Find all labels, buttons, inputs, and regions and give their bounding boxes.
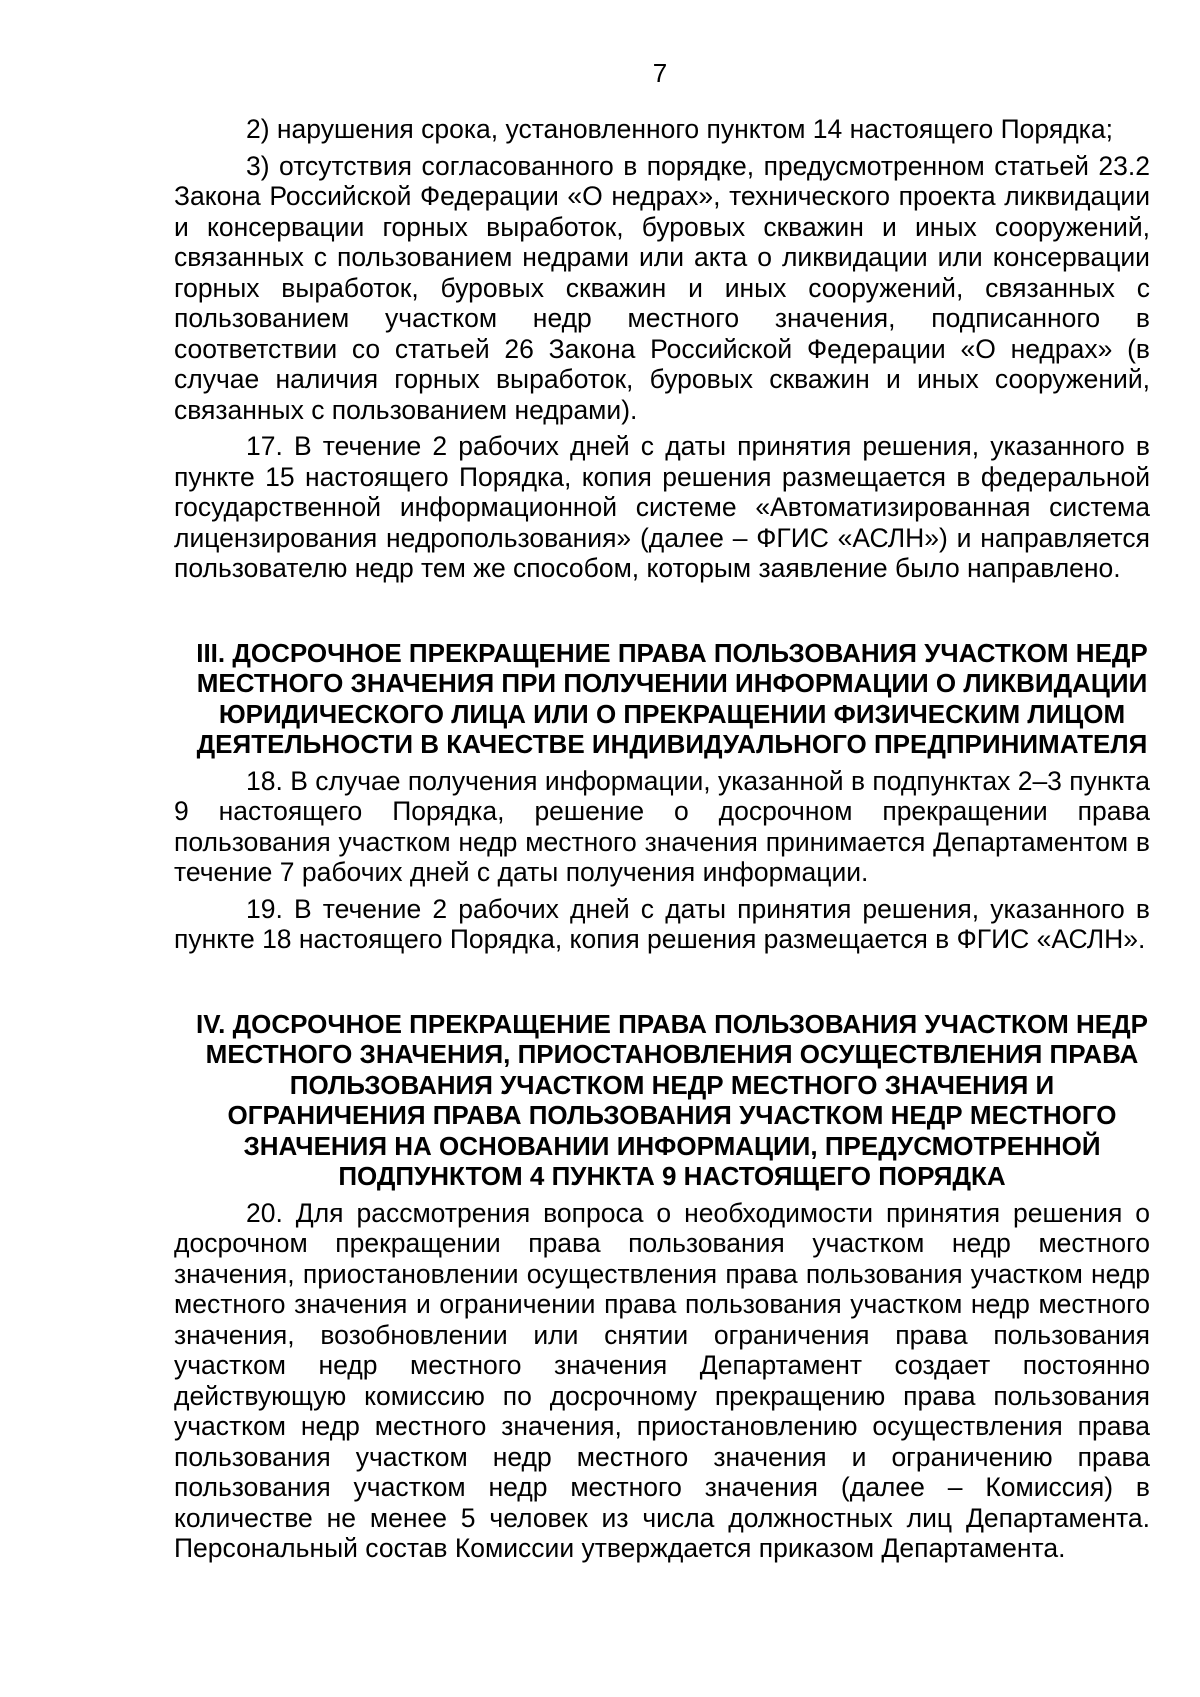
page-number: 7 — [652, 58, 668, 88]
paragraph-19: 19. В течение 2 рабочих дней с даты принятия решения, указанного в пункте 18 настоящего Порядка, копия решения размещается в ФГИС «АСЛН». — [174, 893, 1150, 954]
paragraph-item-2: 2) нарушения срока, установленного пунктом 14 настоящего Порядка; — [246, 114, 1113, 144]
section-heading-iii: III. ДОСРОЧНОЕ ПРЕКРАЩЕНИЕ ПРАВА ПОЛЬЗОВАНИЯ УЧАСТКОМ НЕДР МЕСТНОГО ЗНАЧЕНИЯ ПРИ ПОЛУЧЕНИИ ИНФОРМАЦИИ О ЛИКВИДАЦИИ ЮРИДИЧЕСКОГО ЛИЦА ИЛИ О ПРЕКРАЩЕНИИ ФИЗИЧЕСКИМ ЛИЦОМ ДЕЯТЕЛЬНОСТИ В КАЧЕСТВЕ ИНДИВИДУАЛЬНОГО ПРЕДПРИНИМАТЕЛЯ — [196, 637, 1148, 759]
paragraph-17: 17. В течение 2 рабочих дней с даты принятия решения, указанного в пункте 15 настоящего Порядка, копия решения размещается в федеральной государственной информационной системе «Автоматизированная система лицензирования недропользования» (далее – ФГИС «АСЛН») и направляется пользователю недр тем же способом, которым заявление было направлено. — [174, 431, 1150, 583]
paragraph-20: 20. Для рассмотрения вопроса о необходимости принятия решения о досрочном прекращении права пользования участком недр местного значения, приостановлении осуществления права пользования участком недр местного значения и ограничении права пользования участком недр местного значения, возобновлении или снятии ограничения права пользования участком недр местного значения Департамент создает постоянно действующую комиссию по досрочному прекращению права пользования участком недр местного значения, приостановлению осуществления права пользования участком недр местного значения и ограничению права пользования участком недр местного значения (далее – Комиссия) в количестве не менее 5 человек из числа должностных лиц Департамента. Персональный состав Комиссии утверждается приказом Департамента. — [174, 1197, 1150, 1563]
section-heading-iv: IV. ДОСРОЧНОЕ ПРЕКРАЩЕНИЕ ПРАВА ПОЛЬЗОВАНИЯ УЧАСТКОМ НЕДР МЕСТНОГО ЗНАЧЕНИЯ, ПРИОСТАНОВЛЕНИЯ ОСУЩЕСТВЛЕНИЯ ПРАВА ПОЛЬЗОВАНИЯ УЧАСТКОМ НЕДР МЕСТНОГО ЗНАЧЕНИЯ И ОГРАНИЧЕНИЯ ПРАВА ПОЛЬЗОВАНИЯ УЧАСТКОМ НЕДР МЕСТНОГО ЗНАЧЕНИЯ НА ОСНОВАНИИ ИНФОРМАЦИИ, ПРЕДУСМОТРЕННОЙ ПОДПУНКТОМ 4 ПУНКТА 9 НАСТОЯЩЕГО ПОРЯДКА — [195, 1008, 1149, 1191]
section-spacer — [174, 961, 1150, 1009]
section-spacer — [174, 590, 1150, 638]
document-body — [174, 114, 1150, 1570]
paragraph-item-3: 3) отсутствия согласованного в порядке, предусмотренном статьей 23.2 Закона Российской Федерации «О недрах», технического проекта ликвидации и консервации горных выработок, буровых скважин и иных сооружений, связанных с пользованием недрами или акта о ликвидации или консервации горных выработок, буровых скважин и иных сооружений, связанных с пользованием участком недр местного значения, подписанного в соответствии со статьей 26 Закона Российской Федерации «О недрах» (в случае наличия горных выработок, буровых скважин и иных сооружений, связанных с пользованием недрами). — [174, 150, 1150, 425]
paragraph-18: 18. В случае получения информации, указанной в подпунктах 2–3 пункта 9 настоящего Порядка, решение о досрочном прекращении права пользования участком недр местного значения принимается Департаментом в течение 7 рабочих дней с даты получения информации. — [174, 765, 1150, 887]
